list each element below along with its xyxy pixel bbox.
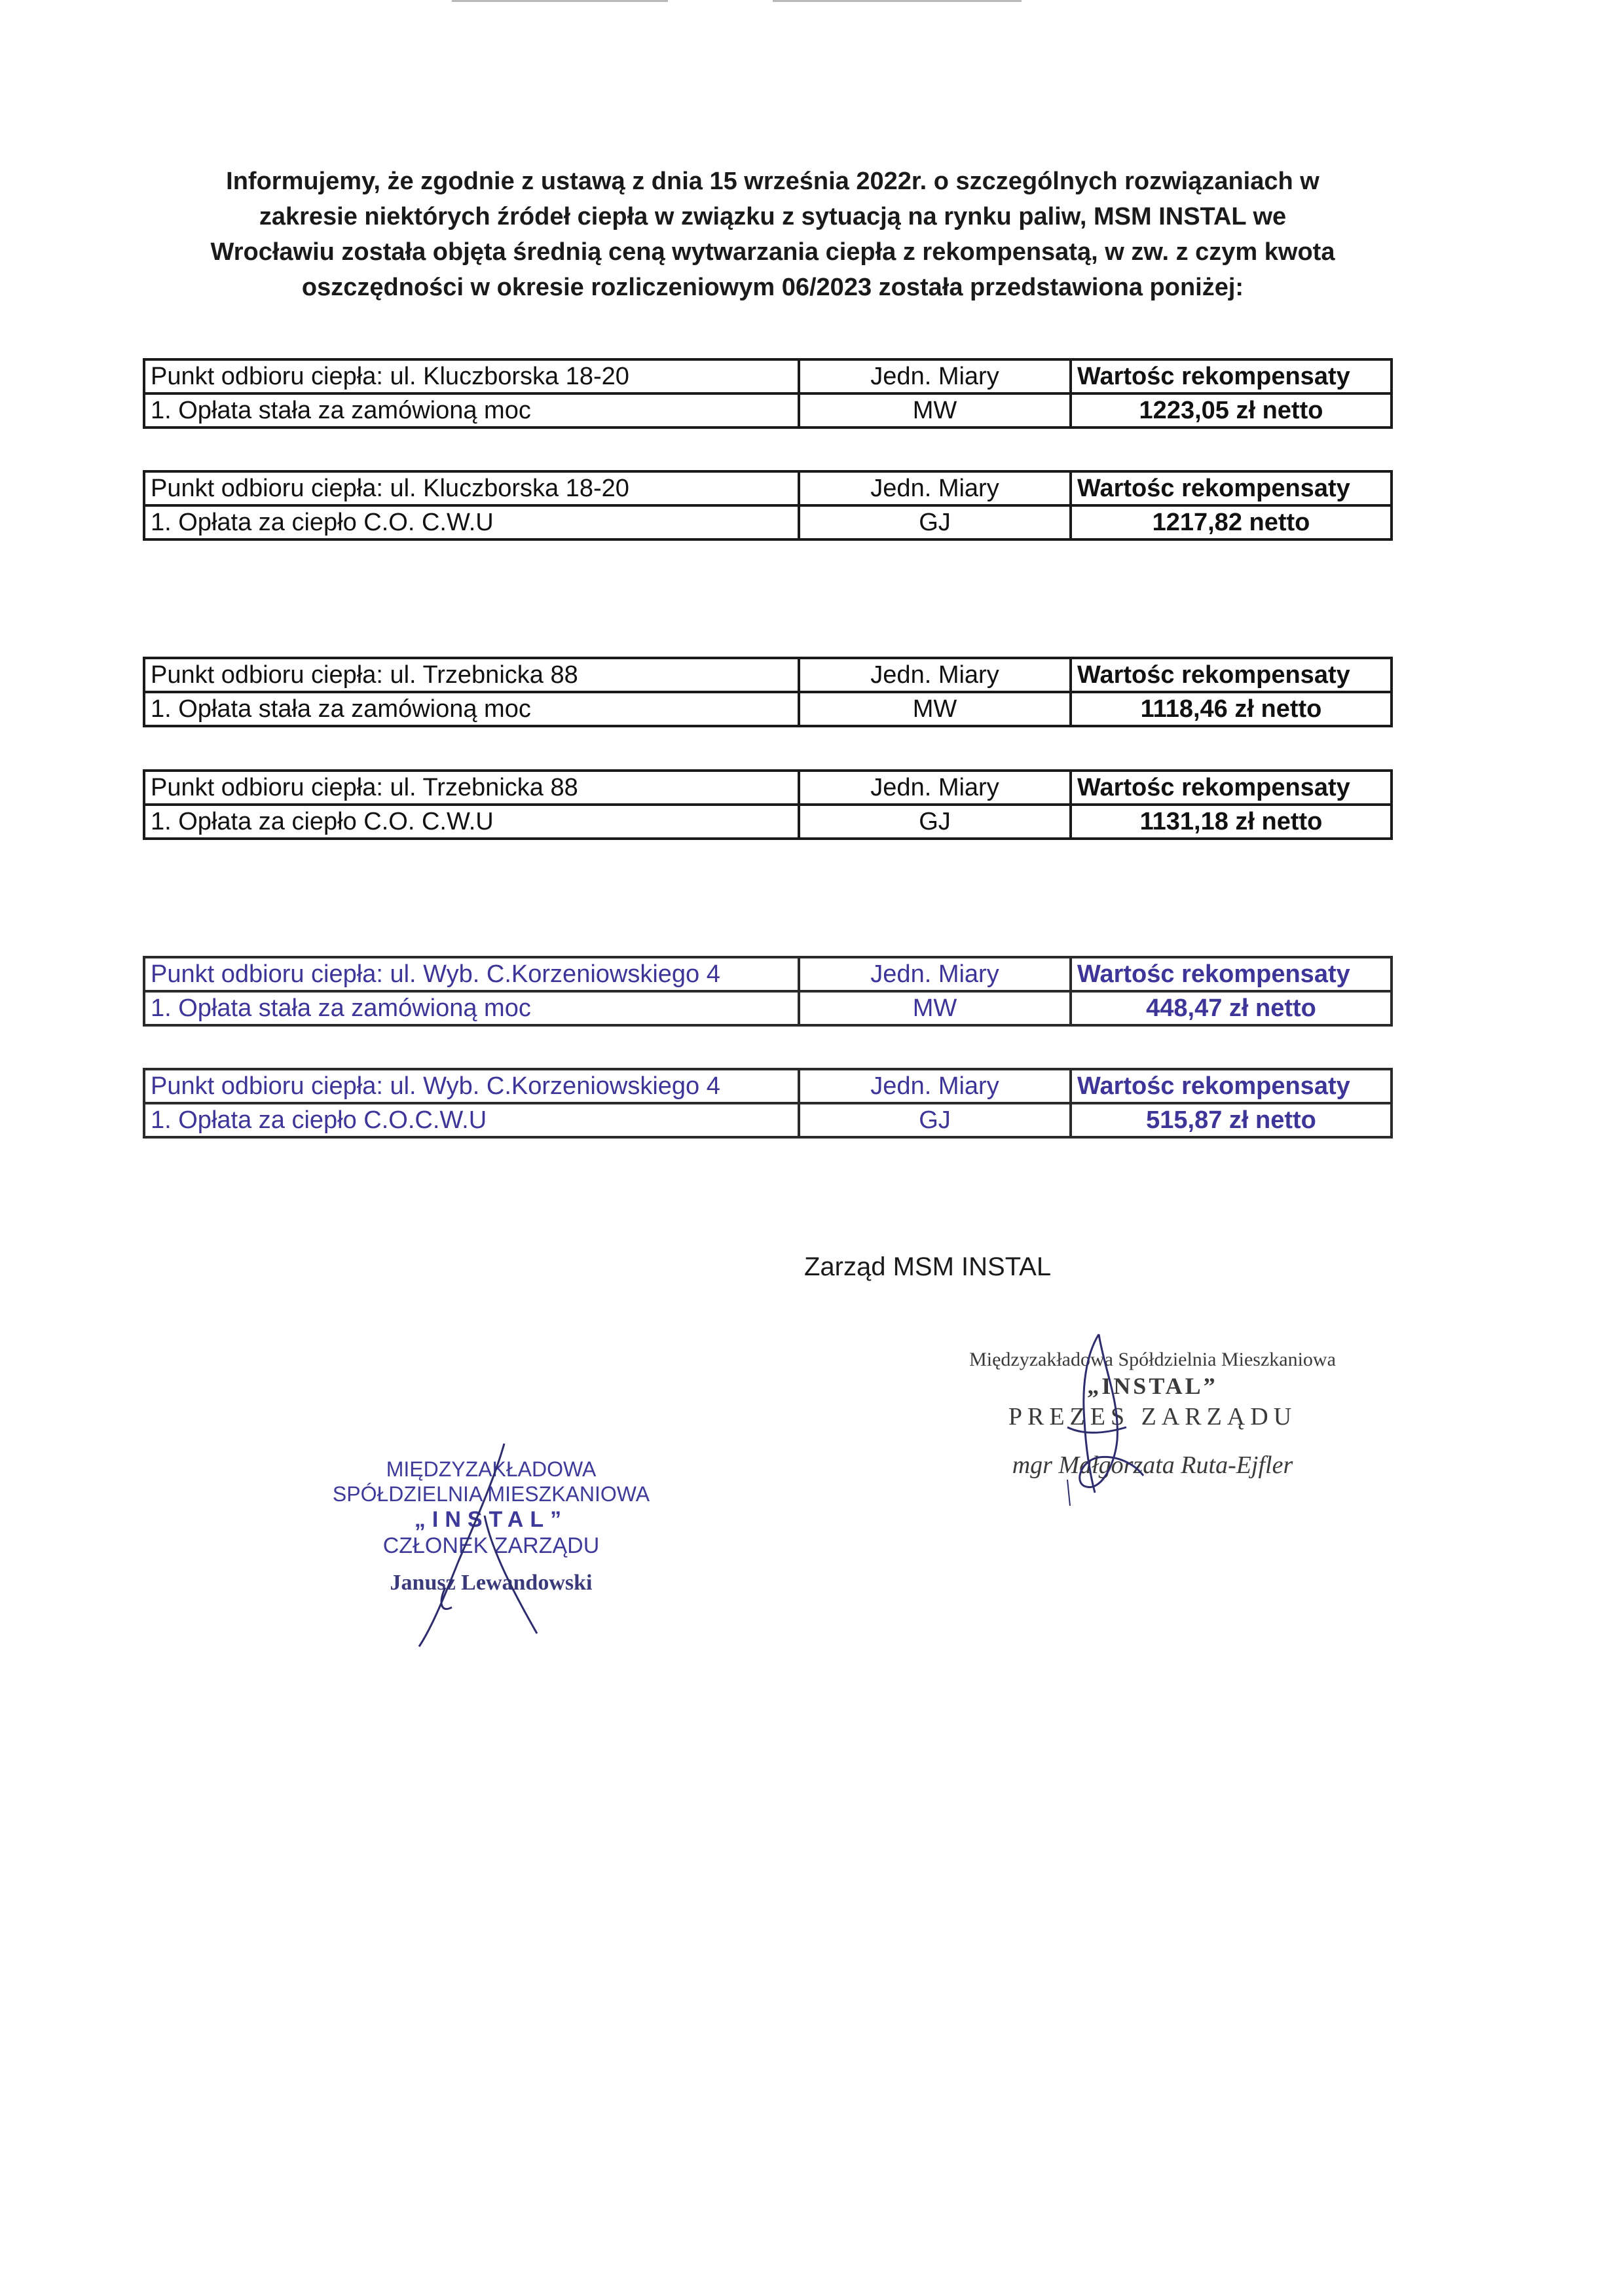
scan-edge-line-left bbox=[452, 0, 668, 2]
stamp-line: MIĘDZYZAKŁADOWA bbox=[386, 1457, 597, 1481]
stamp-line: mgr Małgorzata Ruta-Ejfler bbox=[1012, 1451, 1293, 1479]
charge-item-cell: 1. Opłata za ciepło C.O.C.W.U bbox=[144, 1103, 799, 1137]
stamp-line: Międzyzakładowa Spółdzielnia Mieszkaniowa bbox=[969, 1349, 1336, 1370]
value-cell: 1223,05 zł netto bbox=[1071, 393, 1392, 428]
compensation-table bbox=[143, 657, 1393, 727]
value-header-cell: Wartośc rekompensaty bbox=[1071, 658, 1392, 692]
stamp-line: Janusz Lewandowski bbox=[390, 1571, 593, 1595]
compensation-table bbox=[143, 470, 1393, 541]
compensation-table bbox=[143, 1068, 1393, 1139]
table-row bbox=[144, 692, 1392, 726]
stamp-line: „INSTAL” bbox=[1087, 1373, 1218, 1399]
scan-edge-line-right bbox=[773, 0, 1022, 2]
unit-cell: GJ bbox=[799, 1103, 1071, 1137]
intro-paragraph bbox=[157, 164, 1388, 305]
value-cell: 1118,46 zł netto bbox=[1071, 692, 1392, 726]
president-signature bbox=[1022, 1329, 1166, 1519]
table-row bbox=[144, 393, 1392, 428]
board-signature-label: Zarząd MSM INSTAL bbox=[804, 1252, 1052, 1281]
unit-header-cell: Jedn. Miary bbox=[799, 771, 1071, 805]
value-header-cell: Wartośc rekompensaty bbox=[1071, 771, 1392, 805]
delivery-point-cell: Punkt odbioru ciepła: ul. Wyb. C.Korzeniowskiego 4 bbox=[144, 957, 799, 991]
table-header-row bbox=[144, 658, 1392, 692]
unit-header-cell: Jedn. Miary bbox=[799, 359, 1071, 393]
value-header-cell: Wartośc rekompensaty bbox=[1071, 471, 1392, 505]
board-member-signature bbox=[380, 1437, 550, 1653]
unit-cell: MW bbox=[799, 393, 1071, 428]
value-header-cell: Wartośc rekompensaty bbox=[1071, 1069, 1392, 1103]
value-cell: 1131,18 zł netto bbox=[1071, 805, 1392, 839]
compensation-table bbox=[143, 956, 1393, 1027]
table-row bbox=[144, 991, 1392, 1025]
delivery-point-cell: Punkt odbioru ciepła: ul. Wyb. C.Korzeniowskiego 4 bbox=[144, 1069, 799, 1103]
unit-header-cell: Jedn. Miary bbox=[799, 658, 1071, 692]
unit-header-cell: Jedn. Miary bbox=[799, 1069, 1071, 1103]
value-cell: 1217,82 netto bbox=[1071, 505, 1392, 539]
value-header-cell: Wartośc rekompensaty bbox=[1071, 957, 1392, 991]
charge-item-cell: 1. Opłata za ciepło C.O. C.W.U bbox=[144, 505, 799, 539]
intro-line: Wrocławiu została objęta średnią ceną wytwarzania ciepła z rekompensatą, w zw. z czym kwota bbox=[210, 238, 1335, 266]
charge-item-cell: 1. Opłata stała za zamówioną moc bbox=[144, 991, 799, 1025]
table-header-row bbox=[144, 1069, 1392, 1103]
unit-cell: MW bbox=[799, 991, 1071, 1025]
value-header-cell: Wartośc rekompensaty bbox=[1071, 359, 1392, 393]
unit-cell: GJ bbox=[799, 505, 1071, 539]
intro-line: Informujemy, że zgodnie z ustawą z dnia 15 września 2022r. o szczególnych rozwiązaniach w bbox=[226, 168, 1320, 195]
table-header-row bbox=[144, 957, 1392, 991]
stamp-line: PREZES ZARZĄDU bbox=[1008, 1403, 1297, 1430]
compensation-table bbox=[143, 769, 1393, 840]
unit-header-cell: Jedn. Miary bbox=[799, 957, 1071, 991]
stamp-line: CZŁONEK ZARZĄDU bbox=[382, 1533, 600, 1558]
charge-item-cell: 1. Opłata stała za zamówioną moc bbox=[144, 393, 799, 428]
unit-cell: GJ bbox=[799, 805, 1071, 839]
value-cell: 448,47 zł netto bbox=[1071, 991, 1392, 1025]
charge-item-cell: 1. Opłata za ciepło C.O. C.W.U bbox=[144, 805, 799, 839]
table-header-row bbox=[144, 471, 1392, 505]
table-row bbox=[144, 505, 1392, 539]
delivery-point-cell: Punkt odbioru ciepła: ul. Trzebnicka 88 bbox=[144, 658, 799, 692]
delivery-point-cell: Punkt odbioru ciepła: ul. Trzebnicka 88 bbox=[144, 771, 799, 805]
unit-cell: MW bbox=[799, 692, 1071, 726]
delivery-point-cell: Punkt odbioru ciepła: ul. Kluczborska 18-20 bbox=[144, 359, 799, 393]
table-row bbox=[144, 1103, 1392, 1137]
charge-item-cell: 1. Opłata stała za zamówioną moc bbox=[144, 692, 799, 726]
table-header-row bbox=[144, 771, 1392, 805]
stamp-line: SPÓŁDZIELNIA MIESZKANIOWA bbox=[332, 1482, 650, 1506]
stamp-line: „INSTAL” bbox=[414, 1507, 568, 1532]
table-header-row bbox=[144, 359, 1392, 393]
compensation-table bbox=[143, 358, 1393, 429]
unit-header-cell: Jedn. Miary bbox=[799, 471, 1071, 505]
value-cell: 515,87 zł netto bbox=[1071, 1103, 1392, 1137]
intro-line: zakresie niektórych źródeł ciepła w związku z sytuacją na rynku paliw, MSM INSTAL we bbox=[259, 203, 1287, 230]
table-row bbox=[144, 805, 1392, 839]
intro-line: oszczędności w okresie rozliczeniowym 06/2023 została przedstawiona poniżej: bbox=[301, 274, 1244, 301]
delivery-point-cell: Punkt odbioru ciepła: ul. Kluczborska 18-20 bbox=[144, 471, 799, 505]
